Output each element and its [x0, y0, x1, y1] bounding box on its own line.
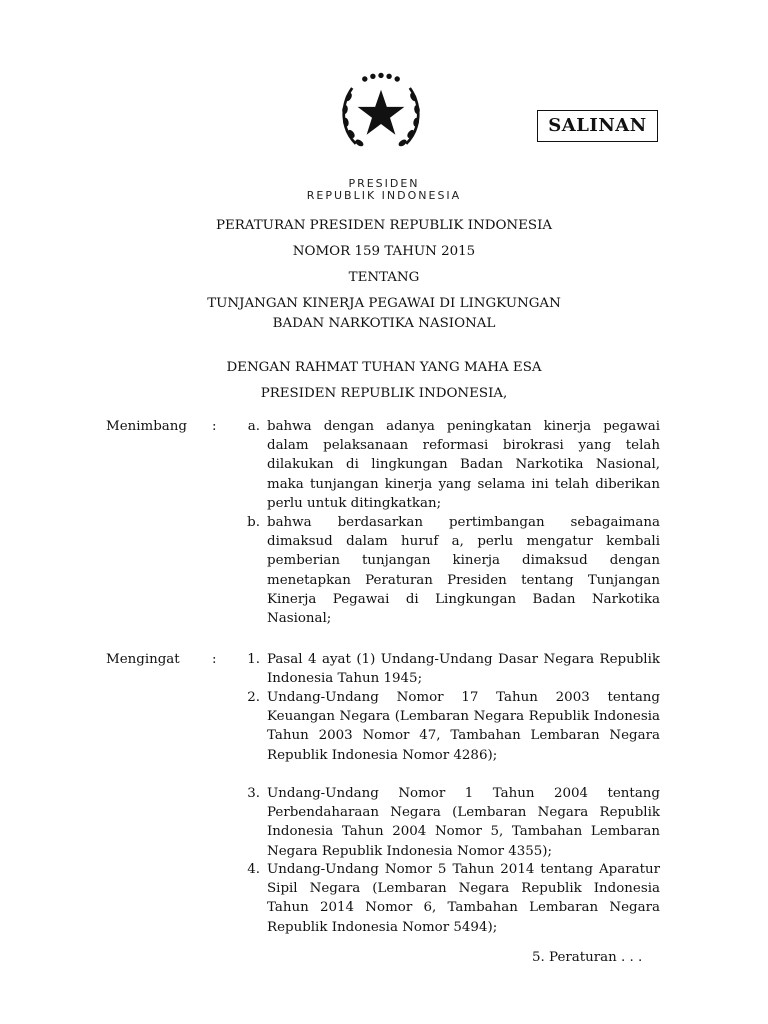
mengingat-label: Mengingat — [106, 652, 180, 667]
regulation-number: NOMOR 159 TAHUN 2015 — [292, 244, 476, 259]
salinan-stamp: SALINAN — [537, 110, 658, 142]
menimbang-item-marker: b. — [247, 515, 260, 530]
mengingat-colon: : — [212, 652, 217, 667]
mengingat-item-marker: 4. — [247, 862, 260, 877]
preamble-line-2: PRESIDEN REPUBLIK INDONESIA, — [260, 386, 508, 401]
menimbang-item-marker: a. — [247, 419, 260, 434]
menimbang-label: Menimbang — [106, 419, 187, 434]
garuda-star-emblem-icon — [336, 70, 426, 160]
mengingat-item-text: Undang-Undang Nomor 5 Tahun 2014 tentang Aparatur Sipil Negara (Lembaran Negara Republik Indonesia Tahun 2014 Nomor 6, Tambahan Lembaran Negara Republik Indonesia Nomor 5494); — [267, 862, 660, 935]
menimbang-item-text: bahwa berdasarkan pertimbangan sebagaimana dimaksud dalam huruf a, perlu mengatur kembali pemberian tunjangan kinerja dimaksud dengan menetapkan Peraturan Presiden tentang Tunjangan Kinerja Pegawai di Lingkungan Badan Narkotika Nasional; — [267, 515, 660, 627]
mengingat-item-marker: 3. — [247, 786, 260, 801]
mengingat-item-text: Undang-Undang Nomor 17 Tahun 2003 tentang Keuangan Negara (Lembaran Negara Republik Indonesia Tahun 2003 Nomor 47, Tambahan Lembaran Negara Republik Indonesia Nomor 4286); — [267, 690, 660, 763]
preamble-line-1: DENGAN RAHMAT TUHAN YANG MAHA ESA — [226, 360, 542, 375]
regulation-subject-line-1: TUNJANGAN KINERJA PEGAWAI DI LINGKUNGAN — [207, 296, 561, 311]
page-continuation: 5. Peraturan . . . — [532, 950, 643, 965]
issuer-line-1: PRESIDEN — [348, 177, 420, 190]
regulation-subject-line-2: BADAN NARKOTIKA NASIONAL — [272, 316, 496, 331]
issuer-line-2: REPUBLIK INDONESIA — [306, 189, 462, 202]
mengingat-item-text: Pasal 4 ayat (1) Undang-Undang Dasar Negara Republik Indonesia Tahun 1945; — [267, 652, 660, 687]
regulation-title: PERATURAN PRESIDEN REPUBLIK INDONESIA — [215, 218, 553, 233]
mengingat-item-marker: 1. — [247, 652, 260, 667]
menimbang-item-text: bahwa dengan adanya peningkatan kinerja pegawai dalam pelaksanaan reformasi birokrasi yang telah dilakukan di lingkungan Badan Narkotika Nasional, maka tunjangan kinerja yang selama ini telah diberikan perlu untuk ditingkatkan; — [267, 419, 660, 511]
regulation-tentang: TENTANG — [348, 270, 420, 285]
menimbang-colon: : — [212, 419, 217, 434]
mengingat-item-marker: 2. — [247, 690, 260, 705]
mengingat-item-text: Undang-Undang Nomor 1 Tahun 2004 tentang Perbendaharaan Negara (Lembaran Negara Republik Indonesia Tahun 2004 Nomor 5, Tambahan Lembaran Negara Republik Indonesia Nomor 4355); — [267, 786, 660, 859]
